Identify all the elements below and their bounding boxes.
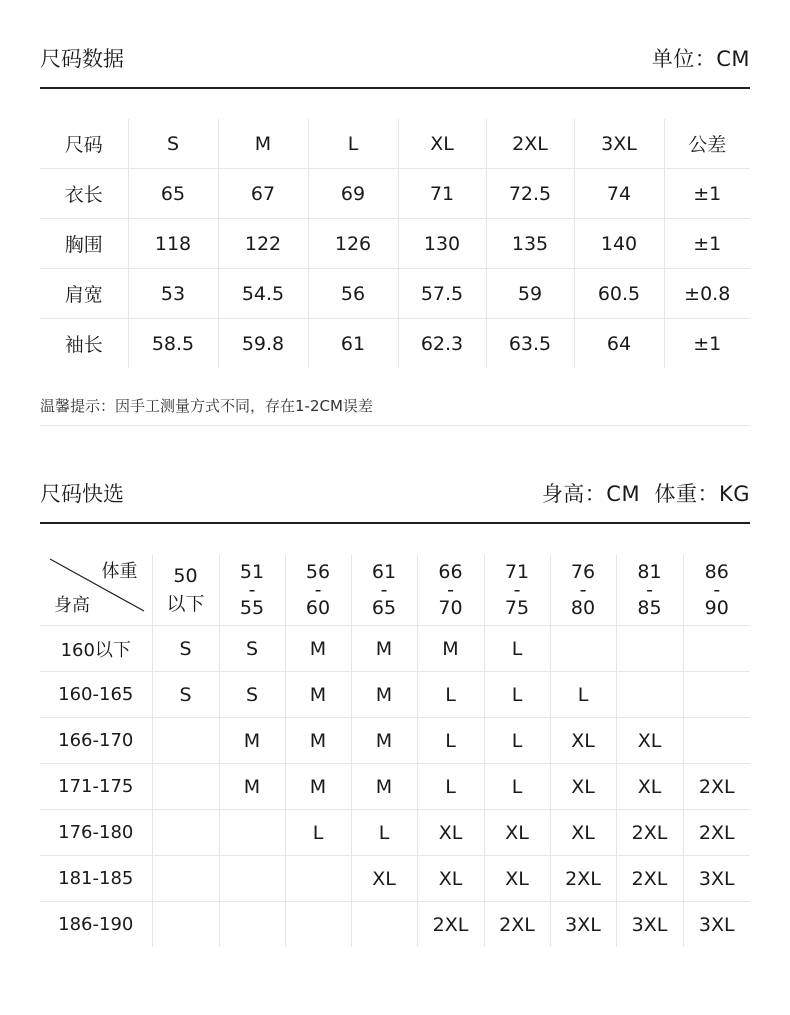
weight-range-part: 81 [637,561,662,583]
quick-select-table [40,555,750,947]
weight-range-part: - [713,579,721,601]
recommended-size: M [351,718,417,764]
corner-weight-label: 体重 [101,561,138,582]
size-value: ±1 [664,219,750,269]
recommended-size: M [351,764,417,810]
size-value: 60.5 [574,269,664,319]
size-value: 59.8 [218,319,308,369]
measure-label: 衣长 [40,169,128,219]
size-data-title: 尺码数据 [40,47,124,71]
weight-range-part: 51 [239,561,265,583]
corner-cell [40,555,152,626]
weight-range-part: 65 [371,597,397,619]
recommended-size [285,902,351,948]
size-header-row [40,119,750,169]
size-data-row [40,169,750,219]
recommended-size: 2XL [417,902,484,948]
recommended-size: 2XL [683,810,750,856]
recommended-size [152,810,219,856]
size-header-cell: 2XL [486,119,574,169]
weight-range-part: 76 [570,561,596,583]
weight-range-header [616,555,683,626]
recommended-size: XL [616,718,683,764]
size-value: 64 [574,319,664,369]
recommended-size: S [152,626,219,672]
recommended-size: M [285,764,351,810]
weight-range-part: 50 [173,565,198,587]
recommended-size: L [417,672,484,718]
recommended-size: 3XL [683,856,750,902]
height-range-label: 171-175 [40,764,152,810]
recommended-size: XL [616,764,683,810]
recommended-size: 3XL [698,913,735,936]
height-row [40,672,750,718]
size-value: 58.5 [128,319,218,369]
weight-range-part: 60 [305,597,331,619]
recommended-size [152,764,219,810]
weight-range-header [550,555,616,626]
size-data-header [40,44,750,89]
size-data-table [40,119,750,368]
weight-range-header [351,555,417,626]
size-value: 74 [574,169,664,219]
recommended-size: S [152,672,219,718]
weight-range-part: 56 [305,561,331,583]
height-range-label: 186-190 [40,902,152,948]
height-row [40,856,750,902]
size-value: 67 [218,169,308,219]
size-value: 140 [574,219,664,269]
weight-range-part: 70 [438,597,463,619]
recommended-size: XL [550,810,616,856]
recommended-size: S [219,672,285,718]
weight-range-header [417,555,484,626]
size-value: 53 [128,269,218,319]
weight-range-part: 85 [637,597,662,619]
recommended-size: M [351,626,417,672]
recommended-size: L [484,672,550,718]
recommended-size [152,718,219,764]
weight-range-part: 55 [239,597,265,619]
recommended-size: XL [417,810,484,856]
size-header-cell: 尺码 [40,119,128,169]
recommended-size: XL [550,764,616,810]
size-value: 72.5 [486,169,574,219]
recommended-size [683,626,750,672]
recommended-size: 2XL [484,902,550,948]
recommended-size [351,902,417,948]
recommended-size: 2XL [683,764,750,810]
size-header-cell: S [128,119,218,169]
size-header-cell: 3XL [574,119,664,169]
recommended-size: XL [484,856,550,902]
recommended-size [152,856,219,902]
weight-range-part: 66 [438,561,463,583]
weight-range-part: - [380,579,388,601]
recommended-size [683,672,750,718]
height-range-label: 176-180 [40,810,152,856]
recommended-size: L [417,764,484,810]
recommended-size [219,810,285,856]
recommended-size: 2XL [616,810,683,856]
weight-range-header [219,555,285,626]
size-value: 126 [308,219,398,269]
height-row [40,626,750,672]
recommended-size: XL [351,856,417,902]
size-value: 118 [128,219,218,269]
height-row [40,764,750,810]
recommended-size: M [285,626,351,672]
size-value: ±0.8 [664,269,750,319]
recommended-size: M [285,718,351,764]
measure-label: 肩宽 [40,269,128,319]
measure-label: 袖长 [40,319,128,369]
height-range-label: 166-170 [40,718,152,764]
size-data-unit: 单位：CM [651,47,750,71]
weight-range-part: - [513,579,521,601]
recommended-size: L [285,810,351,856]
size-data-row [40,319,750,369]
weight-range-header [484,555,550,626]
size-value: 71 [398,169,486,219]
recommended-size: XL [417,856,484,902]
height-range-label: 181-185 [40,856,152,902]
recommended-size [550,626,616,672]
height-range-label: 160-165 [40,672,152,718]
size-value: 135 [486,219,574,269]
height-row [40,902,750,948]
recommended-size: 3XL [616,902,683,948]
size-value: 65 [128,169,218,219]
weight-range-part: 86 [704,561,729,583]
recommended-size: 3XL [550,902,616,948]
weight-range-part: 以下 [166,593,205,615]
size-value: 130 [398,219,486,269]
size-data-row [40,219,750,269]
size-value: 122 [218,219,308,269]
recommended-size: L [484,764,550,810]
measure-label: 胸围 [40,219,128,269]
recommended-size [219,856,285,902]
weight-range-part: - [314,579,322,601]
weight-range-part: 61 [371,561,397,583]
weight-range-part: 71 [504,561,530,583]
height-range-label: 160以下 [40,626,152,672]
weight-range-header [152,555,219,626]
recommended-size [616,672,683,718]
recommended-size: 2XL [616,856,683,902]
recommended-size: XL [550,718,616,764]
recommended-size [219,902,285,948]
size-data-row [40,269,750,319]
recommended-size [285,856,351,902]
weight-range-part: - [579,579,587,601]
recommended-size: M [285,672,351,718]
quick-select-unit: 身高：CM 体重：KG [541,482,750,506]
recommended-size: L [484,626,550,672]
weight-range-part: - [447,579,454,601]
recommended-size: S [219,626,285,672]
measurement-tip: 温馨提示：因手工测量方式不同，存在1-2CM误差 [40,388,750,426]
recommended-size: XL [484,810,550,856]
size-value: 69 [308,169,398,219]
recommended-size: M [219,764,285,810]
size-header-cell: XL [398,119,486,169]
size-value: 57.5 [398,269,486,319]
weight-range-part: - [248,579,256,601]
recommended-size: M [417,626,484,672]
size-header-cell: 公差 [664,119,750,169]
weight-range-part: - [646,579,653,601]
recommended-size [616,626,683,672]
weight-range-part: 75 [504,597,530,619]
quick-select-header [40,479,750,524]
recommended-size: L [417,718,484,764]
size-value: ±1 [693,332,722,355]
recommended-size: L [550,672,616,718]
height-row [40,810,750,856]
size-value: 54.5 [218,269,308,319]
size-value: 63.5 [486,319,574,369]
size-value: 61 [308,319,398,369]
size-header-cell: M [218,119,308,169]
recommended-size [152,902,219,948]
quick-select-title: 尺码快选 [40,482,124,506]
size-value: 56 [308,269,398,319]
weight-range-part: 80 [570,597,596,619]
recommended-size: M [351,672,417,718]
weight-range-header [285,555,351,626]
size-header-cell: L [308,119,398,169]
recommended-size: 2XL [550,856,616,902]
weight-range-header [683,555,750,626]
recommended-size: L [351,810,417,856]
recommended-size: L [484,718,550,764]
size-value: 62.3 [398,319,486,369]
size-value: 59 [486,269,574,319]
weight-range-part: 90 [704,597,729,619]
corner-height-label: 身高 [54,595,90,616]
recommended-size [683,718,750,764]
size-value: ±1 [664,169,750,219]
recommended-size: M [219,718,285,764]
height-row [40,718,750,764]
